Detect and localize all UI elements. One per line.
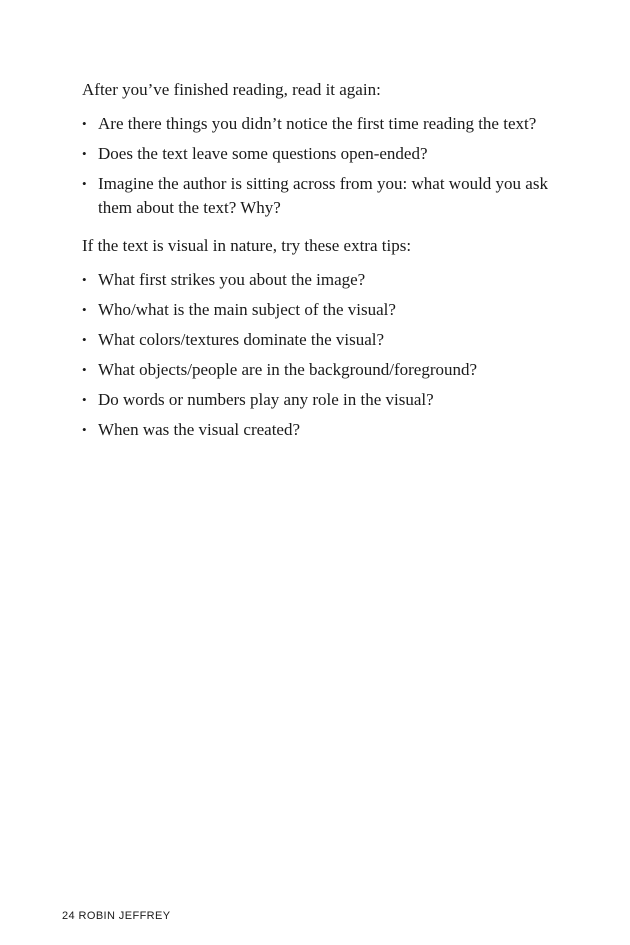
list-item-text: Imagine the author is sitting across from you: what would you ask them about the text? Why? — [98, 174, 548, 217]
list-item-text: When was the visual created? — [98, 420, 301, 439]
list-item-text: Does the text leave some questions open-ended? — [98, 144, 428, 163]
bullet-icon: • — [82, 392, 87, 407]
list-item-text: Do words or numbers play any role in the visual? — [98, 390, 434, 409]
page-footer — [62, 910, 171, 922]
list-item-text: What objects/people are in the background/foreground? — [98, 360, 478, 379]
page-number: 24 — [62, 910, 76, 922]
page-content — [82, 78, 562, 448]
list-item-text: Are there things you didn’t notice the first time reading the text? — [98, 114, 537, 133]
list-item-text: Who/what is the main subject of the visual? — [98, 300, 396, 319]
bullet-icon: • — [82, 272, 87, 287]
list-item — [82, 172, 562, 220]
list-item-text: What first strikes you about the image? — [98, 270, 366, 289]
bullet-list — [82, 268, 562, 442]
list-item — [82, 298, 562, 322]
list-item — [82, 268, 562, 292]
bullet-icon: • — [82, 332, 87, 347]
bullet-icon: • — [82, 362, 87, 377]
running-head-author: ROBIN JEFFREY — [78, 910, 171, 922]
list-item — [82, 358, 562, 382]
section-intro: After you’ve finished reading, read it again: — [82, 80, 381, 99]
list-item — [82, 112, 562, 136]
list-item-text: What colors/textures dominate the visual? — [98, 330, 385, 349]
bullet-icon: • — [82, 302, 87, 317]
section-intro: If the text is visual in nature, try these extra tips: — [82, 236, 412, 255]
list-item — [82, 328, 562, 352]
list-item — [82, 142, 562, 166]
list-item — [82, 418, 562, 442]
bullet-icon: • — [82, 422, 87, 437]
bullet-icon: • — [82, 116, 87, 131]
bullet-icon: • — [82, 176, 87, 191]
list-item — [82, 388, 562, 412]
bullet-list — [82, 112, 562, 220]
bullet-icon: • — [82, 146, 87, 161]
